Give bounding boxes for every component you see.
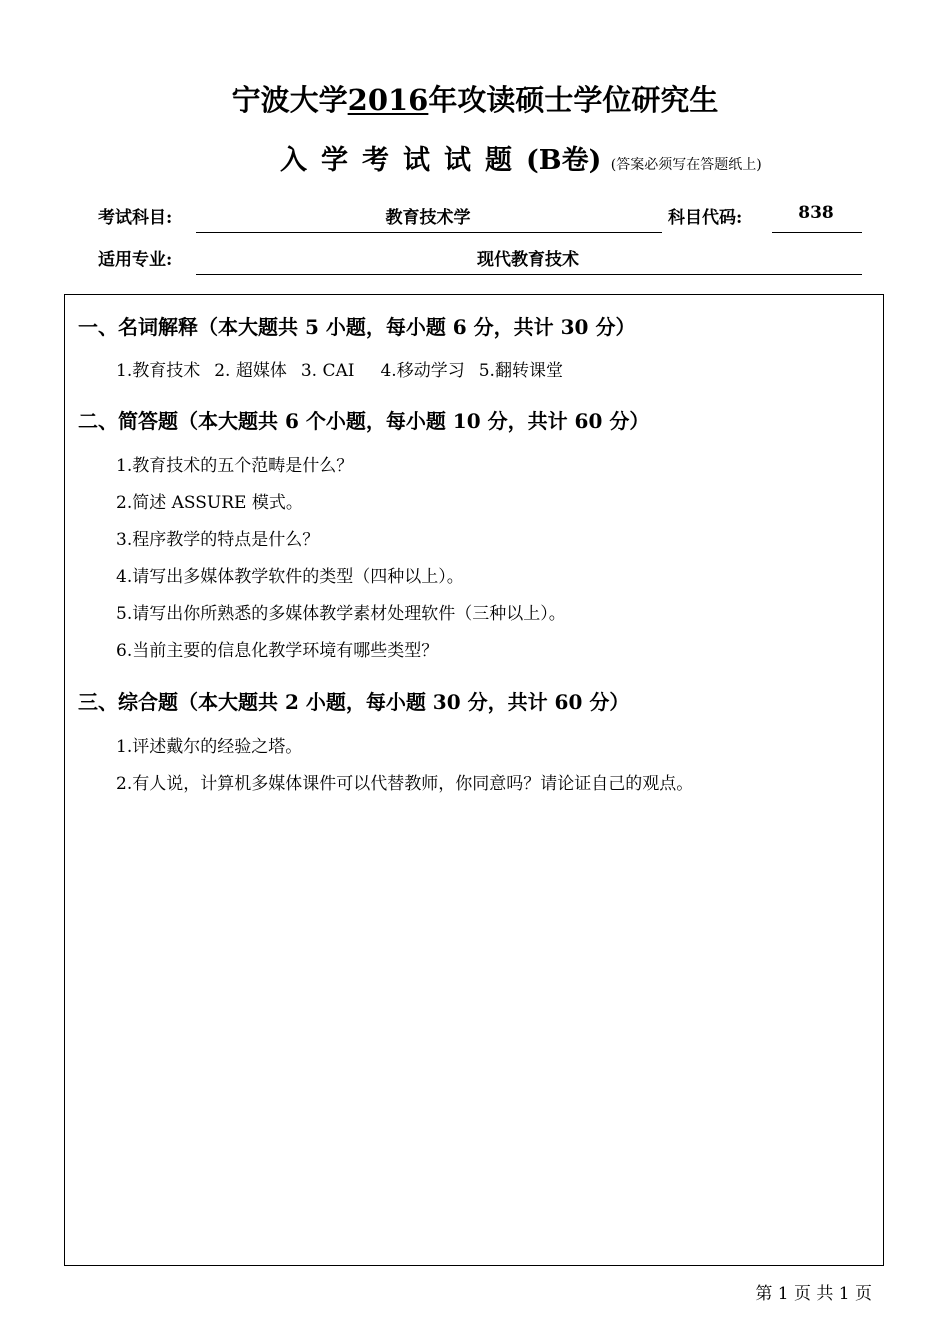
major-value: 现代教育技术: [477, 250, 579, 270]
title-suffix: 年攻读硕士学位研究生: [428, 83, 719, 117]
subject-label: 考试科目:: [98, 208, 173, 228]
exam-title: 入学考试试题: [280, 145, 526, 176]
term-item: 4.移动学习: [380, 361, 465, 381]
question-item: 3.程序教学的特点是什么？: [116, 530, 320, 550]
question-item: 2.有人说，计算机多媒体课件可以代替教师，你同意吗？请论证自己的观点。: [116, 774, 694, 794]
subject-underline: [196, 232, 662, 233]
answer-note: (答案必须写在答题纸上): [610, 157, 762, 173]
term-item: 3. CAI: [300, 361, 355, 381]
code-value: 838: [798, 203, 834, 223]
major-label: 适用专业:: [98, 250, 173, 270]
section-1-heading: 一、名词解释（本大题共 5 小题，每小题 6 分，共计 30 分）: [78, 315, 636, 339]
section-1-terms: [116, 356, 577, 381]
question-item: 5.请写出你所熟悉的多媒体教学素材处理软件（三种以上）。: [116, 604, 566, 624]
section-2-heading: 二、简答题（本大题共 6 个小题，每小题 10 分，共计 60 分）: [78, 409, 650, 433]
question-item: 1.评述戴尔的经验之塔。: [116, 737, 303, 757]
question-item: 1.教育技术的五个范畴是什么？: [116, 456, 354, 476]
exam-title-line-1: [0, 78, 950, 119]
university-name: 宁波大学: [231, 83, 348, 117]
question-item: 4.请写出多媒体教学软件的类型（四种以上）。: [116, 567, 464, 587]
paper-variant: (B卷): [526, 145, 602, 176]
code-label: 科目代码:: [668, 208, 743, 228]
question-item: 6.当前主要的信息化教学环境有哪些类型？: [116, 641, 439, 661]
term-item: 5.翻转课堂: [478, 361, 563, 381]
exam-year: 2016: [347, 83, 429, 117]
term-item: 2. 超媒体: [214, 361, 287, 381]
code-underline: [772, 232, 862, 233]
term-item: 1.教育技术: [116, 361, 201, 381]
section-3-heading: 三、综合题（本大题共 2 小题，每小题 30 分，共计 60 分）: [78, 690, 630, 714]
question-item: 2.简述 ASSURE 模式。: [116, 493, 303, 513]
page-number: 第 1 页 共 1 页: [755, 1284, 872, 1304]
subject-value: 教育技术学: [385, 208, 471, 228]
major-underline: [196, 274, 862, 275]
exam-title-line-2: [280, 138, 880, 177]
